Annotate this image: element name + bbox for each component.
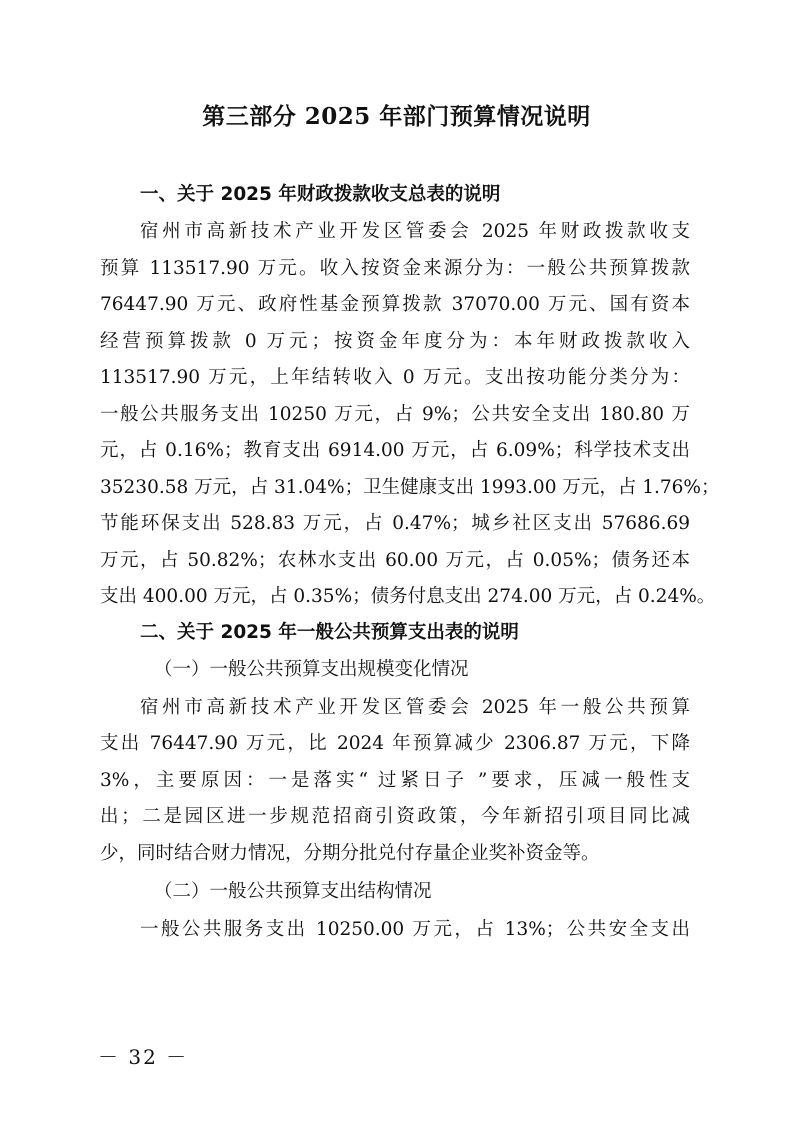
paragraph-line: 预算 113517.90 万元。收入按资金来源分为：一般公共预算拨款: [100, 257, 690, 279]
subsection-heading-scale-change: （一）一般公共预算支出规模变化情况: [154, 658, 469, 680]
paragraph-line: 一般公共服务支出 10250 万元，占 9%；公共安全支出 180.80 万: [100, 403, 690, 425]
paragraph-scale-change: [100, 690, 690, 873]
paragraph-line: 113517.90 万元，上年结转收入 0 万元。支出按功能分类分为：: [100, 367, 690, 388]
paragraph-budget-summary: [100, 214, 720, 616]
section-heading-2: 二、关于 2025 年一般公共预算支出表的说明: [140, 621, 519, 643]
paragraph-line: 支出 76447.90 万元，比 2024 年预算减少 2306.87 万元，下降: [100, 733, 690, 754]
paragraph-line: 少，同时结合财力情况，分期分批兑付存量企业奖补资金等。: [100, 842, 600, 864]
paragraph-line: 一般公共服务支出 10250.00 万元，占 13%；公共安全支出: [140, 919, 690, 940]
paragraph-line: 3%，主要原因：一是落实“ 过紧日子 ”要求，压减一般性支: [100, 769, 690, 791]
page-number: － 32 －: [98, 1045, 189, 1069]
paragraph-line: 宿州市高新技术产业开发区管委会 2025 年财政拨款收支: [140, 221, 690, 242]
paragraph-line: 出；二是园区进一步规范招商引资政策，今年新招引项目同比减: [100, 806, 690, 827]
paragraph-line: 支出 400.00 万元，占 0.35%；债务付息支出 274.00 万元，占 0.24%。: [100, 586, 716, 607]
page-title: 第三部分 2025 年部门预算情况说明: [202, 103, 591, 130]
subsection-heading-structure: （二）一般公共预算支出结构情况: [154, 881, 432, 902]
paragraph-line: 元，占 0.16%；教育支出 6914.00 万元，占 6.09%；科学技术支出: [100, 440, 690, 461]
paragraph-line: 经营预算拨款 0 万元；按资金年度分为：本年财政拨款收入: [100, 330, 690, 352]
document-body: [100, 178, 720, 949]
paragraph-line: 76447.90 万元、政府性基金预算拨款 37070.00 万元、国有资本: [100, 294, 690, 315]
paragraph-line: 万元，占 50.82%；农林水支出 60.00 万元，占 0.05%；债务还本: [100, 549, 690, 571]
paragraph-line: 35230.58 万元，占 31.04%；卫生健康支出 1993.00 万元，占 1.76%；: [100, 476, 720, 498]
paragraph-line: 节能环保支出 528.83 万元，占 0.47%；城乡社区支出 57686.69: [100, 513, 690, 534]
paragraph-structure: [100, 912, 690, 949]
section-heading-1: 一、关于 2025 年财政拨款收支总表的说明: [140, 184, 501, 205]
paragraph-line: 宿州市高新技术产业开发区管委会 2025 年一般公共预算: [140, 696, 690, 718]
